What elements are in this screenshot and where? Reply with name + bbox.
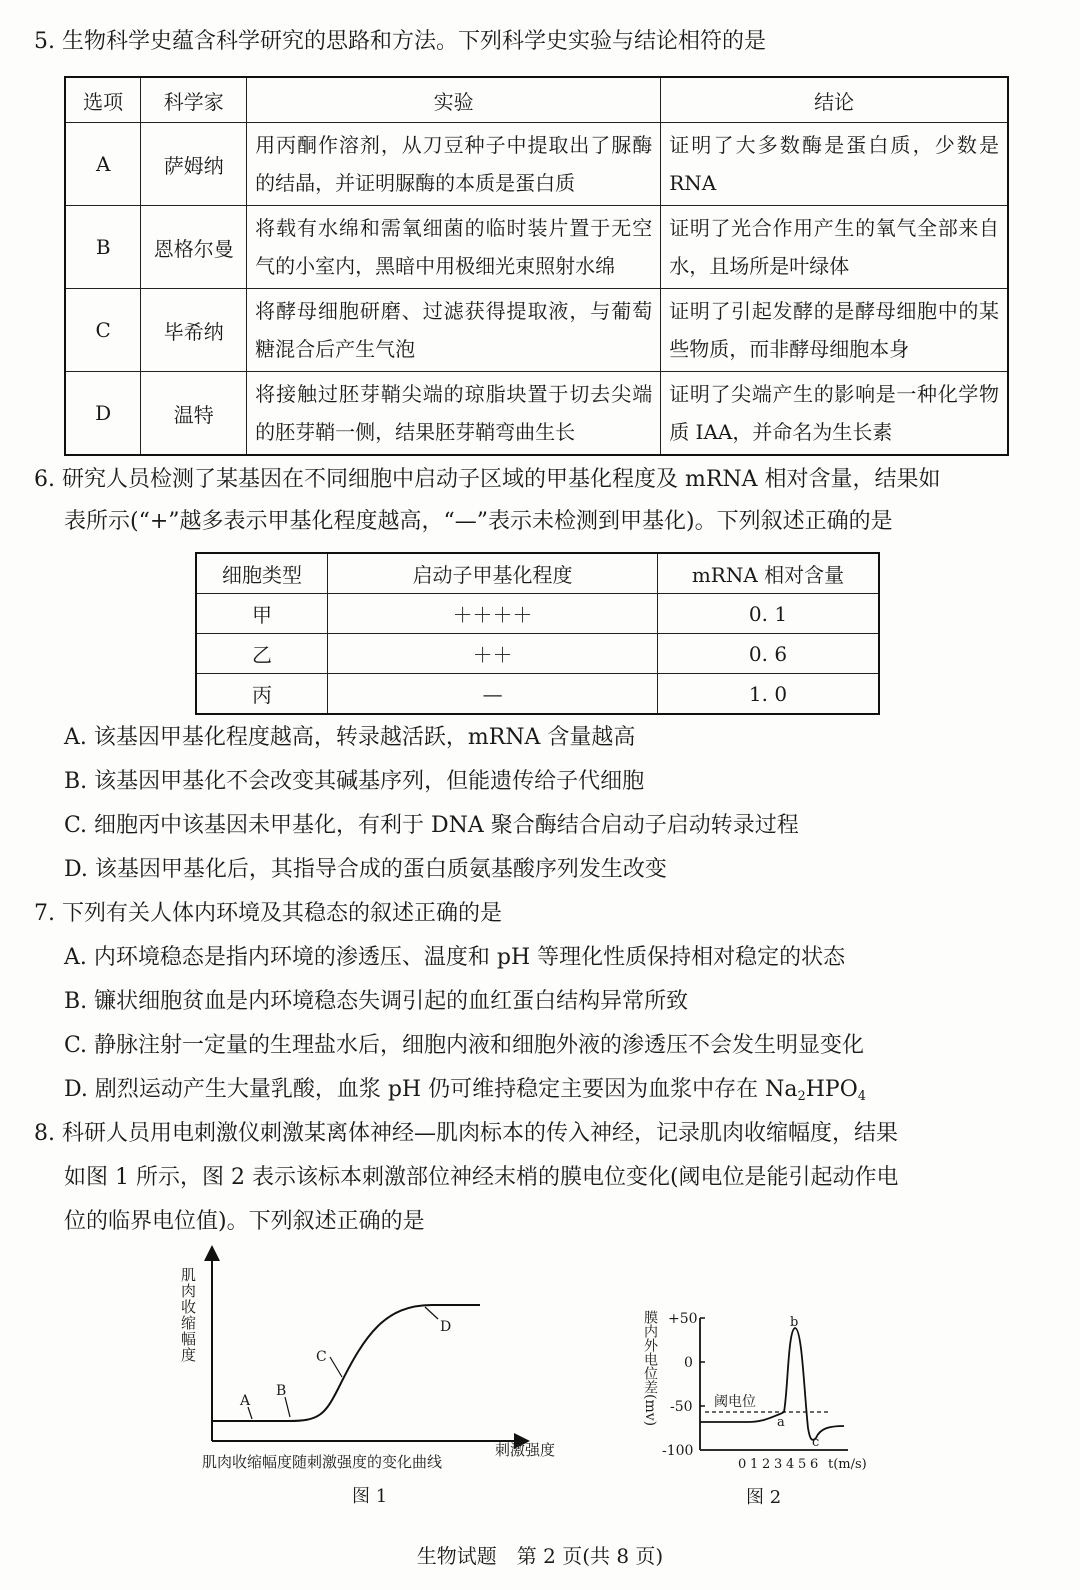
fig2-curve (700, 1328, 844, 1440)
fig2-xtick: 3 (774, 1457, 783, 1472)
fig2-point-a: a (777, 1415, 785, 1430)
q5-conclusion: 证明了引起发酵的是酵母细胞中的某些物质，而非酵母细胞本身 (661, 289, 1008, 372)
figure-2 (630, 1300, 900, 1515)
q8-stem-line1: 8. 科研人员用电刺激仪刺激某离体神经—肌肉标本的传入神经，记录肌肉收缩幅度，结果 (34, 1121, 898, 1146)
q6-header-cell: 细胞类型 (196, 553, 328, 594)
subscript: 4 (857, 1089, 867, 1104)
page-footer: 生物试题 第 2 页(共 8 页) (416, 1544, 664, 1568)
fig1-pointer-c (330, 1357, 342, 1377)
q5-header-option: 选项 (65, 77, 141, 123)
fig2-ytick: -100 (662, 1443, 694, 1459)
q5-scientist: 毕希纳 (141, 289, 247, 372)
fig1-ylabel: 肌肉收缩幅度 (179, 1267, 197, 1363)
fig2-xtick: 1 (750, 1457, 759, 1472)
table-row (65, 289, 1008, 372)
q5-conclusion: 证明了光合作用产生的氧气全部来自水，且场所是叶绿体 (661, 206, 1008, 289)
table-row (65, 123, 1008, 206)
q5-stem: 5. 生物科学史蕴含科学研究的思路和方法。下列科学史实验与结论相符的是 (34, 29, 766, 54)
q8-stem-line2: 如图 1 所示，图 2 表示该标本刺激部位神经末梢的膜电位变化(阈电位是能引起动作电 (64, 1165, 899, 1190)
q5-table (64, 76, 1009, 456)
fig1-point-a: A (240, 1393, 251, 1409)
fig2-xtick: 2 (762, 1457, 771, 1472)
q5-experiment: 将酵母细胞研磨、过滤获得提取液，与葡萄糖混合后产生气泡 (247, 289, 661, 372)
q6-header-methyl: 启动子甲基化程度 (328, 553, 658, 594)
q5-option: C (65, 289, 141, 372)
table-row (196, 674, 879, 715)
q6-cell-type: 丙 (196, 674, 328, 715)
fig1-xlabel: 刺激强度 (495, 1441, 556, 1459)
q5-experiment: 将接触过胚芽鞘尖端的琼脂块置于切去尖端的胚芽鞘一侧，结果胚芽鞘弯曲生长 (247, 372, 661, 456)
q7-stem: 7. 下列有关人体内环境及其稳态的叙述正确的是 (34, 901, 502, 926)
fig2-threshold-label: 阈电位 (714, 1394, 756, 1410)
fig1-pointer-d (425, 1307, 438, 1319)
q6-mrna: 1. 0 (658, 674, 879, 715)
q6-mrna: 0. 6 (658, 634, 879, 674)
q6-methyl: ＋＋＋＋ (328, 594, 658, 634)
table-row (196, 634, 879, 674)
fig2-xtick: 4 (786, 1457, 795, 1472)
fig2-point-b: b (790, 1315, 799, 1330)
table-row (65, 372, 1008, 456)
q6-stem-line1: 6. 研究人员检测了某基因在不同细胞中启动子区域的甲基化程度及 mRNA 相对含量，结果如 (34, 467, 941, 492)
fig1-pointer-b (285, 1397, 290, 1417)
fig1-caption-inner: 肌肉收缩幅度随刺激强度的变化曲线 (202, 1453, 443, 1471)
q6-table-header (196, 553, 879, 594)
q6-option-a: A. 该基因甲基化程度越高，转录越活跃，mRNA 含量越高 (64, 725, 636, 750)
fig1-point-c: C (316, 1349, 327, 1365)
q5-option: B (65, 206, 141, 289)
fig2-xtick: 0 (738, 1457, 747, 1472)
subscript: 2 (797, 1089, 806, 1104)
fig1-point-d: D (440, 1319, 452, 1335)
table-row (65, 206, 1008, 289)
formula-part: HPO (805, 1077, 858, 1102)
q6-cell-type: 甲 (196, 594, 328, 634)
q5-conclusion: 证明了尖端产生的影响是一种化学物质 IAA，并命名为生长素 (661, 372, 1008, 456)
fig2-caption: 图 2 (746, 1487, 782, 1508)
q8-stem-line3: 位的临界电位值)。下列叙述正确的是 (64, 1209, 425, 1234)
q6-option-b: B. 该基因甲基化不会改变其碱基序列，但能遗传给子代细胞 (64, 769, 645, 794)
q5-scientist: 恩格尔曼 (141, 206, 247, 289)
fig2-point-c: c (812, 1435, 820, 1450)
q6-option-d: D. 该基因甲基化后，其指导合成的蛋白质氨基酸序列发生改变 (64, 857, 667, 882)
q6-cell-type: 乙 (196, 634, 328, 674)
fig2-ytick: +50 (668, 1311, 698, 1327)
q7-option-c: C. 静脉注射一定量的生理盐水后，细胞内液和细胞外液的渗透压不会发生明显变化 (64, 1033, 865, 1058)
fig2-ytick: -50 (670, 1399, 693, 1415)
q5-table-header (65, 77, 1008, 123)
q5-scientist: 萨姆纳 (141, 123, 247, 206)
q6-stem-line2: 表所示(“+”越多表示甲基化程度越高，“—”表示未检测到甲基化)。下列叙述正确的是 (64, 509, 893, 534)
fig2-ytick: 0 (684, 1355, 693, 1371)
q6-table (195, 552, 880, 715)
q5-header-scientist: 科学家 (141, 77, 247, 123)
q5-header-conclusion: 结论 (661, 77, 1008, 123)
q5-scientist: 温特 (141, 372, 247, 456)
q5-option: A (65, 123, 141, 206)
q6-option-c: C. 细胞丙中该基因未甲基化，有利于 DNA 聚合酶结合启动子启动转录过程 (64, 813, 799, 838)
fig2-xtick: 5 (798, 1457, 807, 1472)
q6-methyl: ＋＋ (328, 634, 658, 674)
fig2-ylabel: 膜内外电位差(mv) (642, 1310, 658, 1427)
table-row (196, 594, 879, 634)
q5-conclusion: 证明了大多数酶是蛋白质，少数是 RNA (661, 123, 1008, 206)
q6-mrna: 0. 1 (658, 594, 879, 634)
fig1-point-b: B (276, 1383, 287, 1399)
fig2-xlabel: t(m/s) (828, 1457, 867, 1472)
q7-option-b: B. 镰状细胞贫血是内环境稳态失调引起的血红蛋白结构异常所致 (64, 989, 689, 1014)
q5-option: D (65, 372, 141, 456)
q7-option-d-text: D. 剧烈运动产生大量乳酸，血浆 pH 仍可维持稳定主要因为血浆中存在 Na (64, 1077, 798, 1102)
q7-option-a: A. 内环境稳态是指内环境的渗透压、温度和 pH 等理化性质保持相对稳定的状态 (64, 945, 846, 970)
fig1-caption: 图 1 (352, 1486, 388, 1507)
fig2-xtick: 6 (810, 1457, 819, 1472)
q6-methyl: — (328, 674, 658, 715)
q5-experiment: 用丙酮作溶剂，从刀豆种子中提取出了脲酶的结晶，并证明脲酶的本质是蛋白质 (247, 123, 661, 206)
q5-experiment: 将载有水绵和需氧细菌的临时装片置于无空气的小室内，黑暗中用极细光束照射水绵 (247, 206, 661, 289)
q6-header-mrna: mRNA 相对含量 (658, 553, 879, 594)
q5-header-experiment: 实验 (247, 77, 661, 123)
figure-1 (170, 1245, 590, 1515)
